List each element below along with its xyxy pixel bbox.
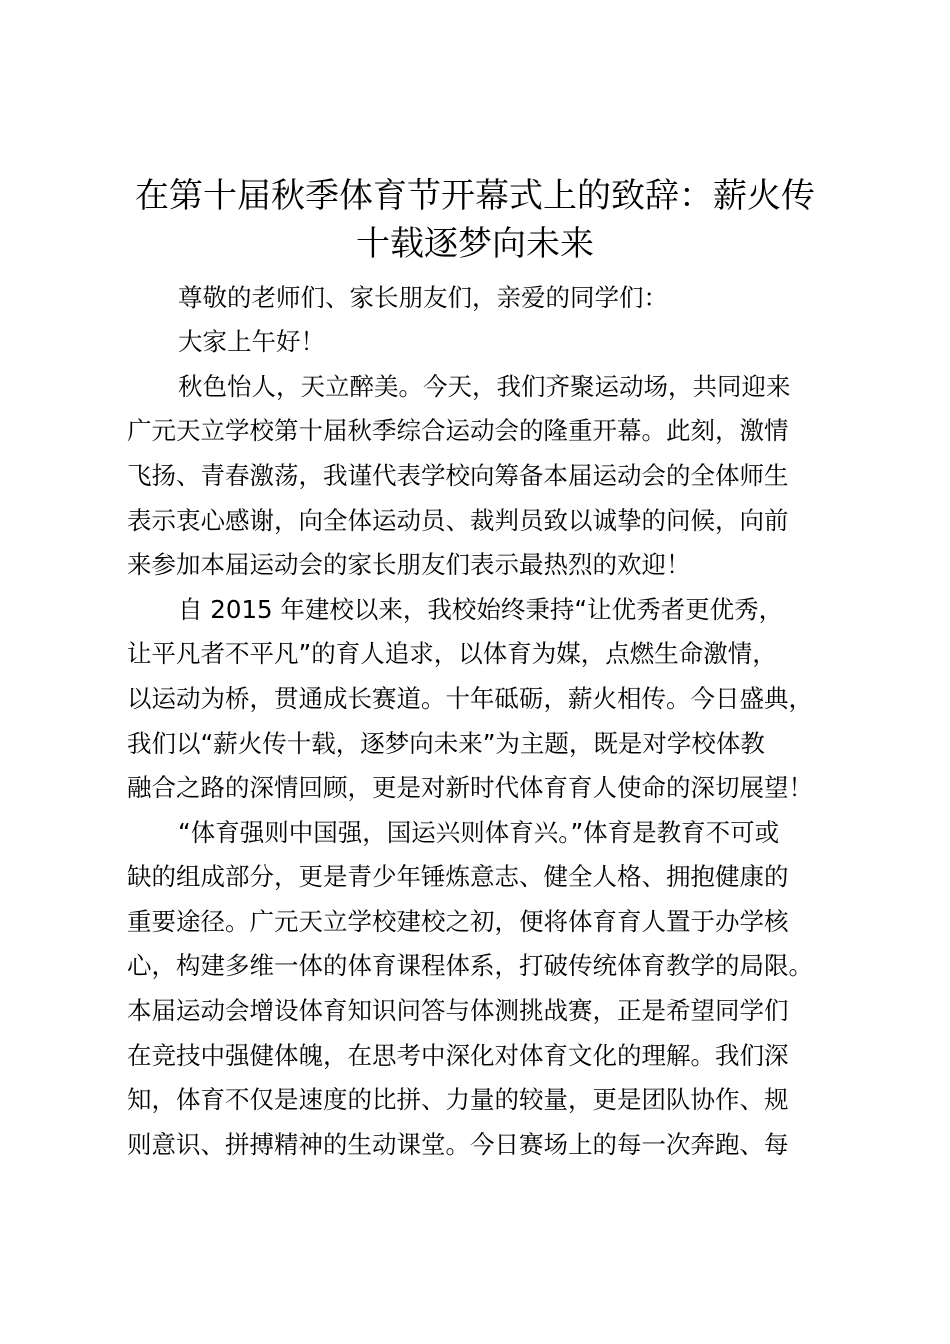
salutation-text: 大家上午好！ (178, 327, 325, 356)
paragraph3-line-6: 在竞技中强健体魄，在思考中深化对体育文化的理解。我们深 (127, 1041, 789, 1070)
paragraph1-line-1: 秋色怡人，天立醉美。今天，我们齐聚运动场，共同迎来 (178, 372, 791, 401)
paragraph2-line-2: 让平凡者不平凡”的育人追求，以体育为媒，点燃生命激情， (127, 639, 777, 668)
paragraph1-line-5: 来参加本届运动会的家长朋友们表示最热烈的欢迎！ (127, 550, 691, 579)
paragraph2-line-4: 我们以“薪火传十载，逐梦向未来”为主题，既是对学校体教 (127, 729, 765, 758)
paragraph2-line-5: 融合之路的深情回顾，更是对新时代体育育人使命的深切展望！ (127, 773, 813, 802)
paragraph3-line-7: 知，体育不仅是速度的比拼、力量的较量，更是团队协作、规 (127, 1085, 789, 1114)
paragraph2-line-1: 自 2015 年建校以来，我校始终秉持“让优秀者更优秀， (178, 595, 784, 624)
document-title-line-2: 十载逐梦向未来 (356, 224, 594, 264)
paragraph1-line-4: 表示衷心感谢，向全体运动员、裁判员致以诚挚的问候，向前 (127, 506, 789, 535)
paragraph1-line-3: 飞扬、青春激荡，我谨代表学校向筹备本届运动会的全体师生 (127, 461, 789, 490)
paragraph1-line-2: 广元天立学校第十届秋季综合运动会的隆重开幕。此刻，激情 (127, 416, 789, 445)
paragraph3-line-4: 心，构建多维一体的体育课程体系，打破传统体育教学的局限。 (127, 951, 813, 980)
paragraph3-line-3: 重要途径。广元天立学校建校之初，便将体育育人置于办学核 (127, 907, 789, 936)
paragraph2-line-3: 以运动为桥，贯通成长赛道。十年砥砺，薪火相传。今日盛典， (127, 684, 813, 713)
document-title-line-1: 在第十届秋季体育节开幕式上的致辞：薪火传 (135, 176, 815, 216)
paragraph3-line-1: “体育强则中国强，国运兴则体育兴。”体育是教育不可或 (178, 818, 780, 847)
paragraph3-line-5: 本届运动会增设体育知识问答与体测挑战赛，正是希望同学们 (127, 996, 789, 1025)
paragraph3-line-2: 缺的组成部分，更是青少年锤炼意志、健全人格、拥抱健康的 (127, 862, 789, 891)
greeting-text: 尊敬的老师们、家长朋友们，亲爱的同学们： (178, 283, 668, 312)
paragraph3-line-8: 则意识、拼搏精神的生动课堂。今日赛场上的每一次奔跑、每 (127, 1130, 789, 1159)
